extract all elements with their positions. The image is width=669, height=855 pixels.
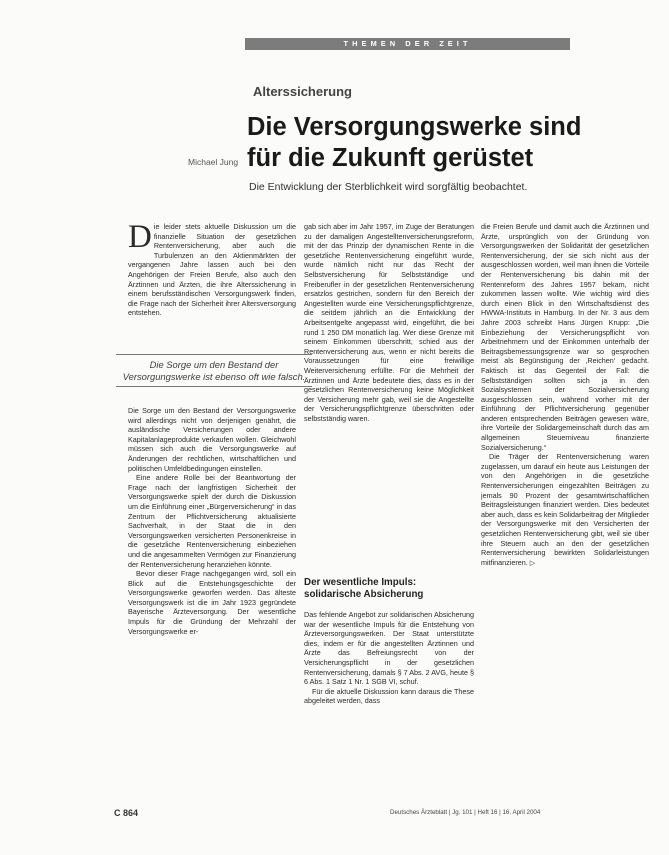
body-paragraph: Bevor dieser Frage nachgegangen wird, soll ein Blick auf die Entstehungsgeschichte der Versorgungswerke geworfen werden. Das älteste Versorgungswerk ist die im Jahr 1923 gegründete Bayerische Ärzteversorgung. Der wesentliche Impuls für die Gründung der Mehrzahl der Versorgungswerke er- [128, 569, 296, 636]
page-number: C 864 [114, 808, 139, 818]
intro-paragraph: ie leider stets aktuelle Diskussion um die finanzielle Situation der gesetzlichen Rentenversicherung, aber auch die Turbulenzen an den Aktienmärkten der vergangenen Jahre lassen auch bei den Angehörigen der Freien Berufe, also auch den Ärztinnen und Ärzten, die ihre Alterssicherung in einem berufsständischen Versorgungswerk finden, die Frage nach der Sicherheit ihrer Altersversorgung entstehen. [128, 222, 296, 318]
article-subline: Die Entwicklung der Sterblichkeit wird sorgfältig beobachtet. [249, 181, 528, 193]
headline-line-1: Die Versorgungswerke sind [247, 113, 582, 141]
section-subheading: Der wesentliche Impuls: solidarische Absicherung [304, 577, 424, 600]
author-byline: Michael Jung [188, 157, 239, 167]
body-paragraph: Die Träger der Rentenversicherung waren zugelassen, um darauf ein heute aus Leistungen der von den Angehörigen in die gesetzliche Rentenversicherungen eingezahlten Beiträgen zu jemals 90 Prozent der gesamtwirtschaftlichen Beitragsleistungen finanziert werden. Dies bedeutet aber auch, dass es kein Solidarbeitrag der Mitglieder der Versorgungswerke mit den Versicherten der gesetzlichen Rentenversicherung gibt, weil sie über ihre Steuern auch an den der gesetzlichen Rentenversicherung bewirkten Solidarleistungen mitfinanzieren. ▷ [481, 452, 649, 567]
article-headline [247, 112, 607, 174]
pull-quote: Die Sorge um den Bestand der Versorgungswerke ist ebenso oft wie falsch. [116, 354, 312, 387]
column-3 [481, 222, 649, 802]
body-paragraph: gab sich aber im Jahr 1957, im Zuge der Beratungen zu der damaligen Angestelltenversicherungsreform, mit der das Prinzip der dynamischen Rente in die gesetzliche Rentenversicherung eingeführt wurde, wurde nämlich nicht nur das Recht der Selbstversicherung für Selbstständige und Freiberufler in der gesetzlichen Rentenversicherung ersatzlos gestrichen, sondern für den Bereich der Angestellten wurde eine Versicherungspflichtgrenze, die seitdem jährlich an die Entwicklung der Arbeitsentgelte angepasst wird, eingeführt, die bei rund 1 250 DM monatlich lag. Wer diese Grenze mit seinem Einkommen überschritt, schied aus der Rentenversicherung aus, wenn er nicht bereits die Voraussetzungen für eine freiwillige Weiterversicherung erfüllte. Für die Mehrheit der Ärztinnen und Ärzte bedeutete dies, dass es in der gesetzlichen Rentenversicherung keine Möglichkeit der Versicherung mehr gab, weil sie die Angestellte der Versicherungspflichtgrenze überschritten oder selbstständig waren. [304, 222, 474, 423]
body-paragraph: Die Sorge um den Bestand der Versorgungswerke wird allerdings nicht von derjenigen genährt, die ausländische Versicherungen oder andere Kapitalanlageprodukte verkaufen wollen. Gleichwohl müssen sich auch die Versorgungswerke auf Änderungen der rechtlichen, wirtschaftlichen und politischen Umfeldbedingungen einstellen. [128, 406, 296, 473]
column-1-body [128, 406, 296, 636]
headline-line-2: für die Zukunft gerüstet [247, 144, 534, 172]
body-paragraph: Eine andere Rolle bei der Beantwortung der Frage nach der langfristigen Sicherheit der Versorgungswerke spielt der durch die Diskussion um die Einführung einer „Bürgerversicherung“ in das Zentrum der Pflichtversicherung aktualisierte Sachverhalt, in der Staat die in den Versorgungswerken versicherten Personenkreise in die gesetzliche Rentenversicherung einbeziehen und die angesammelten Vermögen zur Finanzierung der Rentenversicherung heranziehen könnte. [128, 473, 296, 569]
body-paragraph: die Freien Berufe und damit auch die Ärztinnen und Ärzte, ursprünglich von der Gründung von Versorgungswerken der Solidarität der gesetzlichen Rentenversicherung, der sie sich nicht aus der ausgeschlossen worden, weil man ihnen die Vorteile der Rentenversicherung bis dahin mit der Rentenreform des Jahres 1957 bekam, nicht zukommen lassen wollte. Wie wichtig wird dies durch einen Blick in den Wirtschaftsdienst des HWWA-Instituts in Hamburg. In der Nr. 3 aus dem Jahre 2003 schreibt Hans Jürgen Krupp: „Die Einbeziehung der Versicherungspflicht von Arbeitnehmern und der Einkommen unterhalb der Beitragsbemessungsgrenze war so gesprochen meist als Begünstigung der ‚Reichen‘ gedacht. Faktisch ist das Gegenteil der Fall: die Selbstständigen sollten sich ja in den Sozialsystemen der Sozialversicherung ausgeschlossen sein, während vorher mit der Einführung der Pflichtversicherung gegenüber anderen entsprechenden Beiträgen gewesen wäre, ihre Vorteile der Solidargemeinschaft durch das am allgemeinen Steuerniveau finanzierte Sozialversicherung.“ [481, 222, 649, 452]
body-paragraph: Das fehlende Angebot zur solidarischen Absicherung war der wesentliche Impuls für die Entstehung von Ärzteversorgungswerken. Der Staat unterstützte dies, indem er für die angestellten Ärztinnen und Ärzte das Befreiungsrecht von der Versicherungspflicht in der gesetzlichen Rentenversicherung, damals § 7 Abs. 2 AVG, heute § 6 Abs. 1 Satz 1 Nr. 1 SGB VI, schuf. [304, 610, 474, 687]
article-kicker: Alterssicherung [253, 84, 352, 99]
section-band: THEMEN DER ZEIT [245, 38, 570, 50]
column-2-bottom [304, 610, 474, 706]
journal-footer: Deutsches Ärzteblatt | Jg. 101 | Heft 16 | 16. April 2004 [390, 809, 541, 816]
column-1-intro [128, 219, 296, 318]
column-2-top [304, 222, 474, 572]
body-paragraph: Für die aktuelle Diskussion kann daraus die These abgeleitet werden, dass [304, 686, 474, 706]
drop-cap: D [128, 219, 152, 255]
